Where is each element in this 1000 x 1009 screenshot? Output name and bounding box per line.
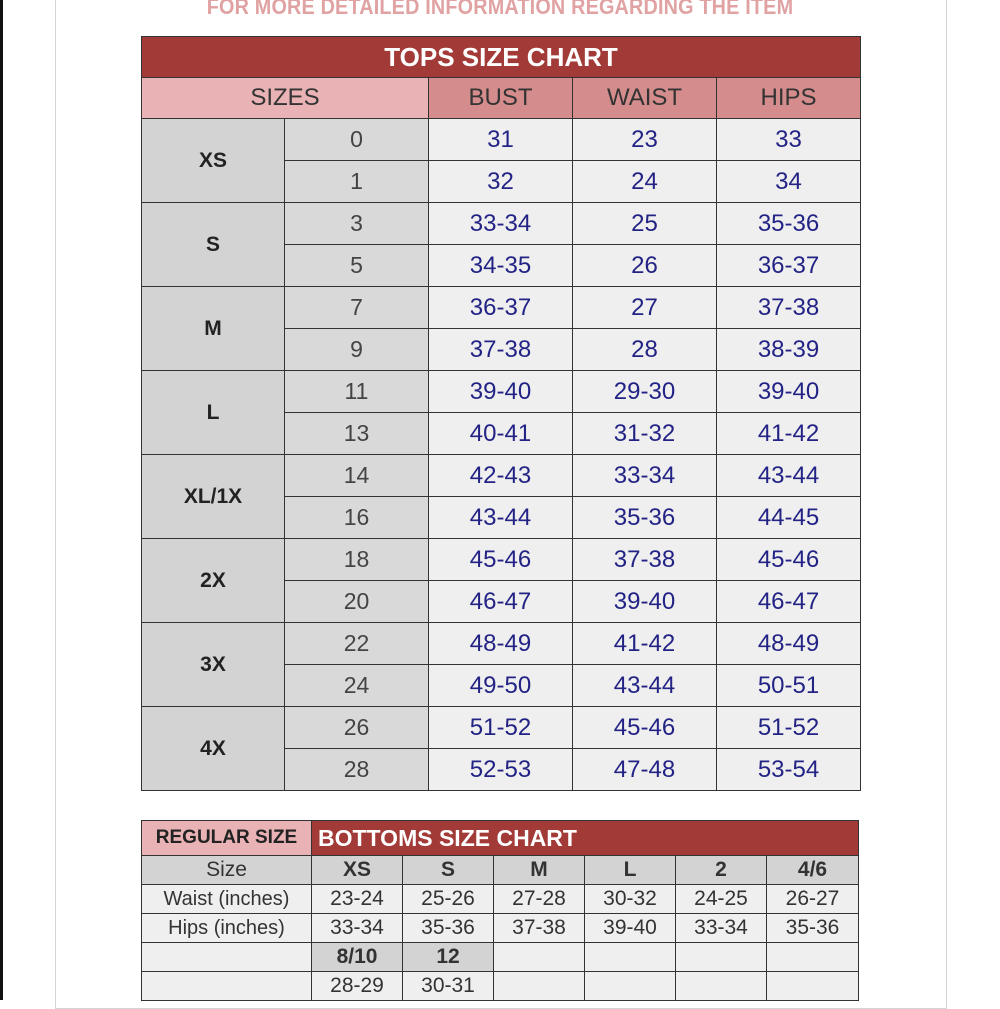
table-row (142, 203, 861, 245)
size-label: L (142, 371, 285, 455)
bottoms-size-chart (141, 820, 859, 1001)
bottoms-size: S (403, 856, 494, 885)
table-row (142, 623, 861, 665)
table-row (142, 539, 861, 581)
bottoms-hips-value: 39-40 (585, 914, 676, 943)
empty-cell (494, 972, 585, 1001)
bottoms-waist-value: 25-26 (403, 885, 494, 914)
size-number: 18 (285, 539, 429, 581)
top-note-text: FOR MORE DETAILED INFORMATION REGARDING THE ITEM (206, 0, 794, 19)
header-waist: WAIST (573, 78, 717, 119)
empty-cell (142, 943, 312, 972)
waist-value: 29-30 (573, 371, 717, 413)
bust-value: 49-50 (429, 665, 573, 707)
hips-value: 37-38 (717, 287, 861, 329)
size-label: 3X (142, 623, 285, 707)
empty-cell (494, 943, 585, 972)
bust-value: 40-41 (429, 413, 573, 455)
bottoms-title: BOTTOMS SIZE CHART (312, 821, 859, 856)
bust-value: 52-53 (429, 749, 573, 791)
table-row (142, 885, 859, 914)
size-label: XS (142, 119, 285, 203)
header-bust: BUST (429, 78, 573, 119)
size-row-label: Size (142, 856, 312, 885)
empty-cell (676, 943, 767, 972)
window-edge (0, 0, 3, 1000)
waist-value: 27 (573, 287, 717, 329)
bottoms-hips-value: 35-36 (767, 914, 859, 943)
size-number: 11 (285, 371, 429, 413)
bust-value: 33-34 (429, 203, 573, 245)
header-hips: HIPS (717, 78, 861, 119)
hips-value: 51-52 (717, 707, 861, 749)
table-row (142, 287, 861, 329)
table-row (142, 707, 861, 749)
size-number: 0 (285, 119, 429, 161)
table-row (142, 972, 859, 1001)
bust-value: 32 (429, 161, 573, 203)
empty-cell (142, 972, 312, 1001)
tops-title-row (142, 37, 861, 78)
bust-value: 31 (429, 119, 573, 161)
bottoms-waist-value: 23-24 (312, 885, 403, 914)
bottoms-waist-value: 26-27 (767, 885, 859, 914)
hips-value: 50-51 (717, 665, 861, 707)
table-row (142, 914, 859, 943)
tops-title: TOPS SIZE CHART (142, 37, 861, 78)
bottoms-size: 8/10 (312, 943, 403, 972)
bust-value: 45-46 (429, 539, 573, 581)
table-row (142, 943, 859, 972)
hips-value: 38-39 (717, 329, 861, 371)
bottoms-size: 2 (676, 856, 767, 885)
size-number: 20 (285, 581, 429, 623)
size-label: M (142, 287, 285, 371)
hips-value: 33 (717, 119, 861, 161)
size-number: 28 (285, 749, 429, 791)
empty-cell (585, 972, 676, 1001)
size-label: 4X (142, 707, 285, 791)
table-row (142, 455, 861, 497)
bust-value: 34-35 (429, 245, 573, 287)
waist-value: 43-44 (573, 665, 717, 707)
size-number: 1 (285, 161, 429, 203)
hips-value: 53-54 (717, 749, 861, 791)
hips-value: 41-42 (717, 413, 861, 455)
hips-value: 45-46 (717, 539, 861, 581)
tops-size-chart (141, 36, 861, 791)
size-number: 5 (285, 245, 429, 287)
bottoms-title-row (142, 821, 859, 856)
bottoms-waist-value: 27-28 (494, 885, 585, 914)
bust-value: 51-52 (429, 707, 573, 749)
hips-row-label: Hips (inches) (142, 914, 312, 943)
hips-value: 36-37 (717, 245, 861, 287)
bottoms-size: XS (312, 856, 403, 885)
hips-value: 35-36 (717, 203, 861, 245)
size-number: 13 (285, 413, 429, 455)
waist-value: 23 (573, 119, 717, 161)
bottoms-waist-value: 30-31 (403, 972, 494, 1001)
empty-cell (767, 943, 859, 972)
tops-header-row (142, 78, 861, 119)
bust-value: 42-43 (429, 455, 573, 497)
empty-cell (585, 943, 676, 972)
size-label: S (142, 203, 285, 287)
hips-value: 34 (717, 161, 861, 203)
bust-value: 43-44 (429, 497, 573, 539)
hips-value: 46-47 (717, 581, 861, 623)
bottoms-hips-value: 33-34 (312, 914, 403, 943)
hips-value: 44-45 (717, 497, 861, 539)
hips-value: 48-49 (717, 623, 861, 665)
waist-value: 31-32 (573, 413, 717, 455)
hips-value: 43-44 (717, 455, 861, 497)
bust-value: 48-49 (429, 623, 573, 665)
waist-row-label: Waist (inches) (142, 885, 312, 914)
bottoms-hips-value: 35-36 (403, 914, 494, 943)
waist-value: 47-48 (573, 749, 717, 791)
size-number: 26 (285, 707, 429, 749)
bottoms-size: 12 (403, 943, 494, 972)
waist-value: 41-42 (573, 623, 717, 665)
size-number: 24 (285, 665, 429, 707)
size-label: 2X (142, 539, 285, 623)
table-row (142, 856, 859, 885)
size-label: XL/1X (142, 455, 285, 539)
header-sizes: SIZES (142, 78, 429, 119)
bust-value: 37-38 (429, 329, 573, 371)
waist-value: 26 (573, 245, 717, 287)
size-number: 3 (285, 203, 429, 245)
table-row (142, 119, 861, 161)
waist-value: 25 (573, 203, 717, 245)
hips-value: 39-40 (717, 371, 861, 413)
waist-value: 39-40 (573, 581, 717, 623)
waist-value: 28 (573, 329, 717, 371)
waist-value: 45-46 (573, 707, 717, 749)
size-number: 14 (285, 455, 429, 497)
waist-value: 35-36 (573, 497, 717, 539)
bust-value: 36-37 (429, 287, 573, 329)
size-number: 7 (285, 287, 429, 329)
bottoms-size: L (585, 856, 676, 885)
table-row (142, 371, 861, 413)
size-number: 9 (285, 329, 429, 371)
bottoms-size: M (494, 856, 585, 885)
bust-value: 46-47 (429, 581, 573, 623)
bottoms-hips-value: 37-38 (494, 914, 585, 943)
bottoms-waist-value: 24-25 (676, 885, 767, 914)
waist-value: 37-38 (573, 539, 717, 581)
empty-cell (676, 972, 767, 1001)
size-number: 22 (285, 623, 429, 665)
bottoms-hips-value: 33-34 (676, 914, 767, 943)
waist-value: 24 (573, 161, 717, 203)
size-number: 16 (285, 497, 429, 539)
bottoms-waist-value: 28-29 (312, 972, 403, 1001)
empty-cell (767, 972, 859, 1001)
regular-size-label: REGULAR SIZE (142, 821, 312, 856)
bottoms-size: 4/6 (767, 856, 859, 885)
waist-value: 33-34 (573, 455, 717, 497)
bust-value: 39-40 (429, 371, 573, 413)
bottoms-waist-value: 30-32 (585, 885, 676, 914)
